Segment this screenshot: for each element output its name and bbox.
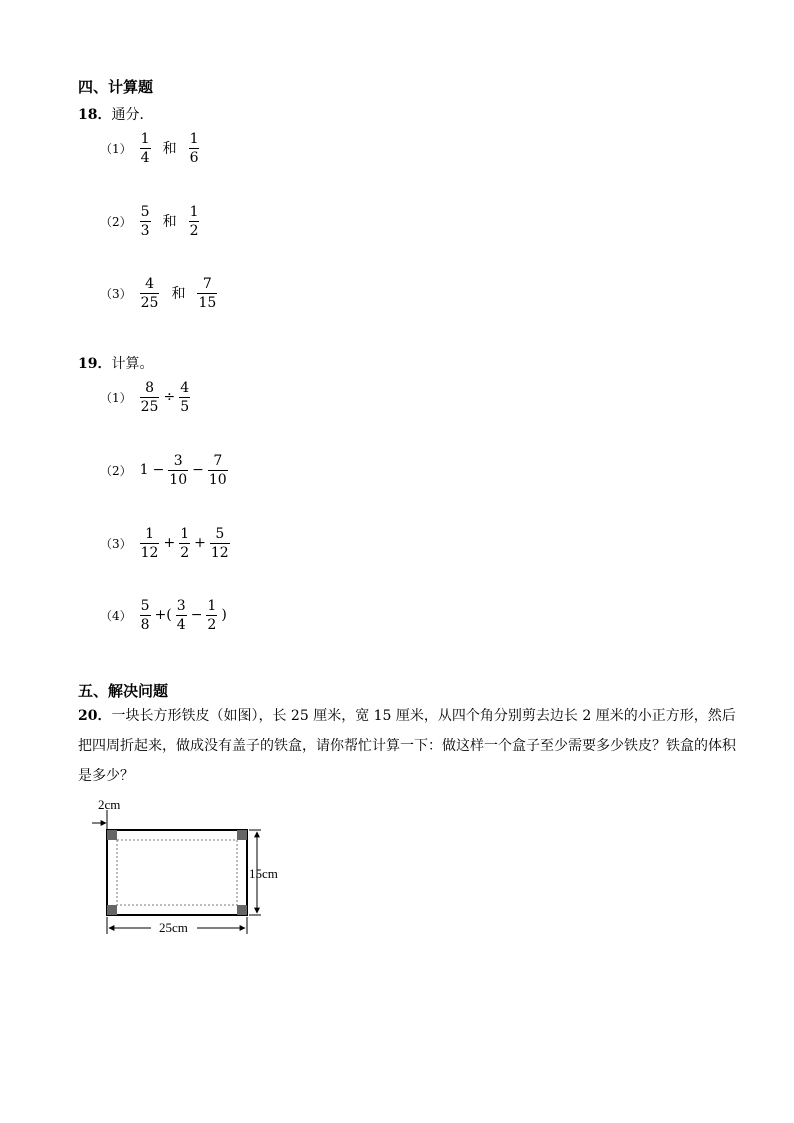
corner-square: [107, 905, 117, 915]
q19-item-3: [100, 521, 232, 565]
fraction: $\frac{3}{10}$: [169, 452, 188, 488]
q19-item-2: [100, 448, 230, 492]
fraction: $\frac{1}{12}$: [140, 525, 159, 561]
fraction: $\frac{1}{2}$: [207, 597, 217, 633]
question-number: 19．: [78, 356, 112, 372]
conjunction: 和: [171, 286, 186, 302]
question-number: 18．: [78, 107, 112, 123]
q18-item-3: [100, 271, 219, 315]
item-index: （3）: [100, 536, 132, 551]
question-20: [78, 701, 748, 791]
operator: +(: [154, 607, 172, 623]
fraction: $\frac{7}{15}$: [198, 275, 217, 311]
operator: ÷: [163, 389, 176, 405]
item-index: （3）: [100, 286, 132, 301]
q19-item-4: [100, 593, 229, 637]
fraction: $\frac{1}{6}$: [189, 130, 199, 166]
operator: +: [163, 535, 176, 551]
operator: ): [221, 607, 227, 623]
operator: −: [190, 607, 203, 623]
q18-item-1: [100, 126, 201, 170]
conjunction: 和: [162, 141, 177, 157]
operator: −: [152, 462, 165, 478]
q18-item-2: [100, 199, 201, 243]
question-text: 计算。: [111, 356, 154, 372]
fraction: $\frac{4}{5}$: [180, 379, 190, 415]
fraction: $\frac{5}{8}$: [140, 597, 150, 633]
fraction: $\frac{1}{2}$: [180, 525, 190, 561]
item-index: （4）: [100, 608, 132, 623]
conjunction: 和: [162, 214, 177, 230]
question-text: 一块长方形铁皮（如图），长 25 厘米，宽 15 厘米，从四个角分别剪去边长 2 厘米的小正方形，然后把四周折起来，做成没有盖子的铁盒，请你帮忙计算一下：做这样一个盒子至少需要多少铁皮？铁盒的体积是多少？: [78, 708, 736, 784]
item-index: （2）: [100, 214, 132, 229]
sheet-diagram: [86, 792, 296, 942]
question-19-heading: [78, 353, 153, 373]
fraction: $\frac{5}{3}$: [140, 203, 150, 239]
sheet-outline: [107, 830, 247, 915]
question-18-heading: [78, 104, 153, 124]
corner-square: [237, 830, 247, 840]
fraction: $\frac{3}{4}$: [176, 597, 186, 633]
q19-item-1: [100, 375, 192, 419]
fraction: $\frac{5}{12}$: [210, 525, 229, 561]
operator: +: [194, 535, 206, 551]
corner-size-label: 2cm: [98, 797, 121, 812]
width-label: 25cm: [159, 920, 188, 935]
height-label: 15cm: [249, 866, 278, 881]
item-index: （1）: [100, 141, 132, 156]
fraction: $\frac{4}{25}$: [140, 275, 159, 311]
fraction: $\frac{7}{10}$: [208, 452, 227, 488]
section-title-calculation: 四、计算题: [78, 78, 154, 96]
corner-square: [237, 905, 247, 915]
question-text: 通分．: [111, 107, 154, 123]
fraction: $\frac{1}{2}$: [189, 203, 199, 239]
corner-square: [107, 830, 117, 840]
operator: −: [192, 462, 204, 478]
item-index: （1）: [100, 390, 132, 405]
number: 1: [139, 462, 149, 478]
question-number: 20．: [78, 708, 112, 724]
item-index: （2）: [100, 463, 132, 478]
fraction: $\frac{8}{25}$: [140, 379, 159, 415]
fraction: $\frac{1}{4}$: [140, 130, 150, 166]
section-title-problem-solving: 五、解决问题: [78, 682, 169, 700]
